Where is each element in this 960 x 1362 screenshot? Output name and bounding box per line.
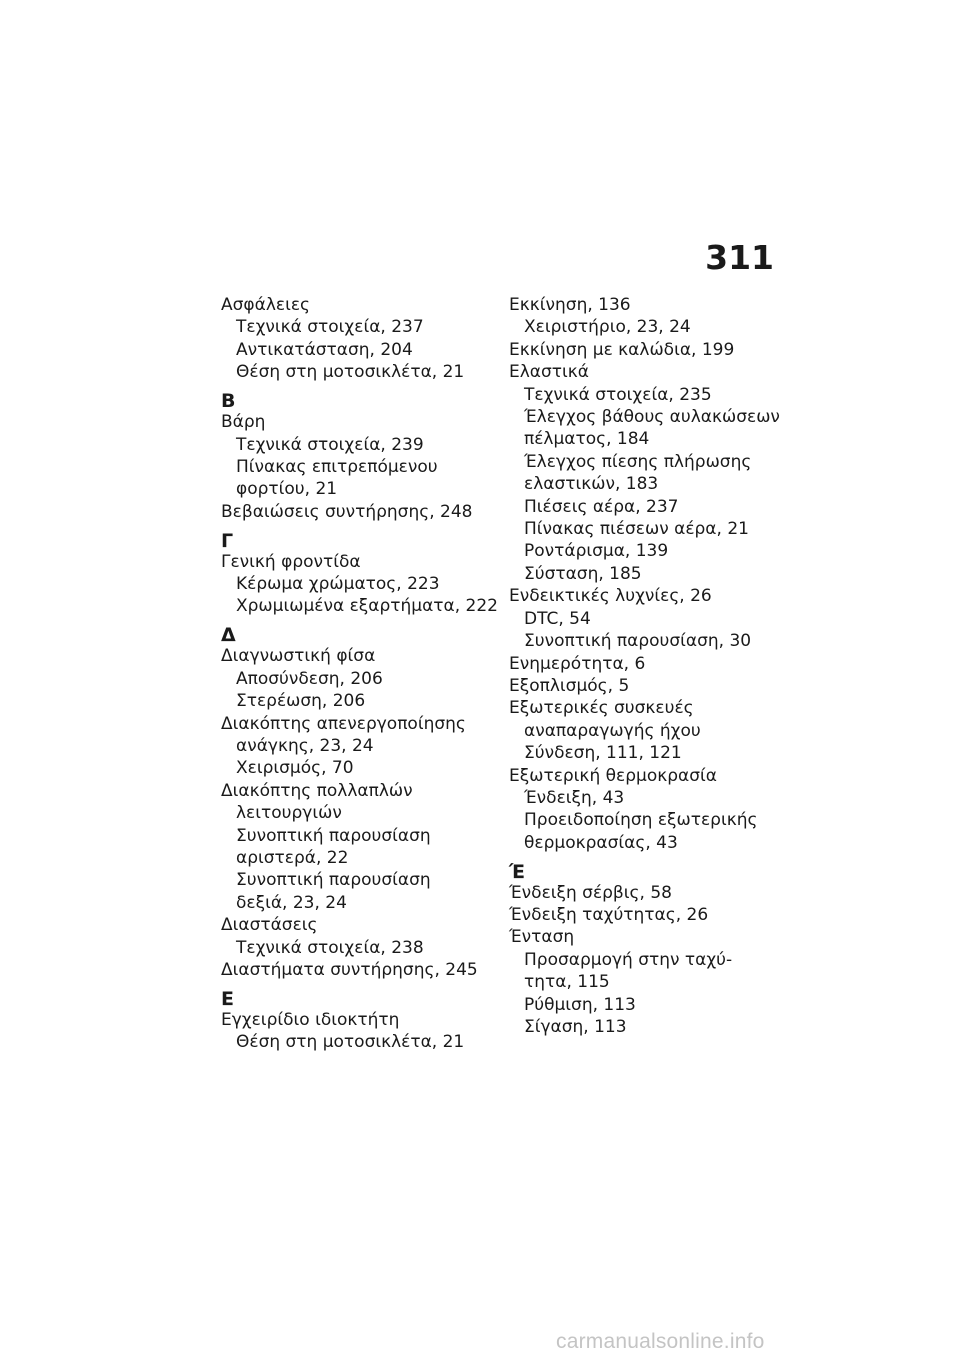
index-subentry: Ρύθμιση, 113 (524, 994, 636, 1015)
section-letter: Ε (221, 987, 234, 1010)
section-letter: Δ (221, 624, 236, 647)
index-entry: Διακόπτης πολλαπλών (221, 780, 413, 801)
index-subentry: αναπαραγωγής ήχου (524, 720, 701, 741)
index-subentry: Συνοπτική παρουσίαση, 30 (524, 631, 752, 652)
index-subentry: Συνοπτική παρουσίαση (236, 825, 431, 846)
index-subentry: τητα, 115 (524, 972, 610, 993)
watermark: carmanualsonline.info (556, 1330, 765, 1353)
index-subentry: Αποσύνδεση, 206 (236, 668, 383, 689)
index-entry: Ένδειξη σέρβις, 58 (509, 882, 672, 903)
index-entry: Εκκίνηση, 136 (509, 295, 631, 315)
index-entry: Ενημερότητα, 6 (509, 653, 646, 674)
index-subentry: DTC, 54 (524, 608, 591, 629)
index-subentry: ανάγκης, 23, 24 (236, 736, 374, 756)
index-entry: Ενδεικτικές λυχνίες, 26 (509, 586, 712, 607)
index-subentry: Έλεγχος βάθους αυλακώσεων (524, 407, 780, 428)
index-subentry: Χειριστήριο, 23, 24 (524, 317, 691, 338)
index-subentry: φορτίου, 21 (236, 479, 338, 500)
index-subentry: Προειδοποίηση εξωτερικής (524, 810, 758, 831)
index-subentry: Σίγαση, 113 (524, 1017, 627, 1038)
index-entry: Γενική φροντίδα (221, 551, 361, 572)
page-number: 311 (705, 238, 774, 277)
index-entry: Εξοπλισμός, 5 (509, 675, 630, 696)
index-entry: Εξωτερική θερμοκρασία (509, 765, 717, 786)
index-subentry: Τεχνικά στοιχεία, 239 (236, 434, 424, 455)
index-entry: Εκκίνηση με καλώδια, 199 (509, 339, 735, 360)
section-letter: Β (221, 390, 236, 413)
index-subentry: Ένδειξη, 43 (524, 787, 625, 808)
index-subentry: Αντικατάσταση, 204 (236, 339, 413, 360)
index-subentry: Πίνακας επιτρεπόμενου (236, 456, 438, 477)
index-subentry: Συνοπτική παρουσίαση (236, 870, 431, 891)
section-letter: Γ (221, 529, 234, 552)
index-subentry: αριστερά, 22 (236, 848, 349, 869)
index-entry: Ελαστικά (509, 362, 589, 383)
index-entry: Ασφάλειες (221, 295, 310, 315)
index-entry: Διακόπτης απενεργοποίησης (221, 713, 466, 734)
index-subentry: θερμοκρασίας, 43 (524, 832, 678, 853)
index-entry: Βεβαιώσεις συντήρησης, 248 (221, 501, 473, 522)
index-subentry: Χρωμιωμένα εξαρτήματα, 222 (236, 596, 498, 617)
section-letter: Έ (509, 860, 526, 883)
index-subentry: λειτουργιών (236, 803, 342, 824)
index-entry: Διαγνωστική φίσα (221, 646, 376, 667)
index-subentry: Τεχνικά στοιχεία, 235 (524, 384, 712, 405)
index-entry: Ένταση (509, 927, 575, 948)
index-subentry: Κέρωμα χρώματος, 223 (236, 574, 440, 595)
index-subentry: Τεχνικά στοιχεία, 238 (236, 937, 424, 958)
index-column-left (221, 294, 506, 1054)
index-entry: Διαστήματα συντήρησης, 245 (221, 960, 478, 981)
index-subentry: Προσαρμογή στην ταχύ- (524, 949, 733, 970)
index-entry: Εγχειρίδιο ιδιοκτήτη (221, 1009, 400, 1030)
index-subentry: Πίνακας πιέσεων αέρα, 21 (524, 519, 749, 540)
index-column-right (509, 294, 794, 1039)
index-subentry: Πιέσεις αέρα, 237 (524, 496, 679, 517)
index-entry: Διαστάσεις (221, 915, 318, 936)
index-subentry: Ροντάρισμα, 139 (524, 541, 669, 562)
index-entry: Βάρη (221, 412, 266, 433)
index-subentry: Θέση στη μοτοσικλέτα, 21 (236, 1032, 465, 1053)
index-subentry: ελαστικών, 183 (524, 474, 659, 495)
index-subentry: Σύνδεση, 111, 121 (524, 743, 682, 764)
index-subentry: πέλματος, 184 (524, 429, 650, 450)
index-subentry: Στερέωση, 206 (236, 691, 366, 712)
index-subentry: δεξιά, 23, 24 (236, 892, 347, 913)
index-entry: Ένδειξη ταχύτητας, 26 (509, 905, 709, 926)
index-subentry: Τεχνικά στοιχεία, 237 (236, 317, 424, 338)
index-subentry: Θέση στη μοτοσικλέτα, 21 (236, 362, 465, 383)
index-subentry: Χειρισμός, 70 (236, 758, 354, 779)
index-entry: Εξωτερικές συσκευές (509, 698, 694, 719)
index-subentry: Σύσταση, 185 (524, 563, 642, 584)
index-subentry: Έλεγχος πίεσης πλήρωσης (524, 451, 752, 472)
